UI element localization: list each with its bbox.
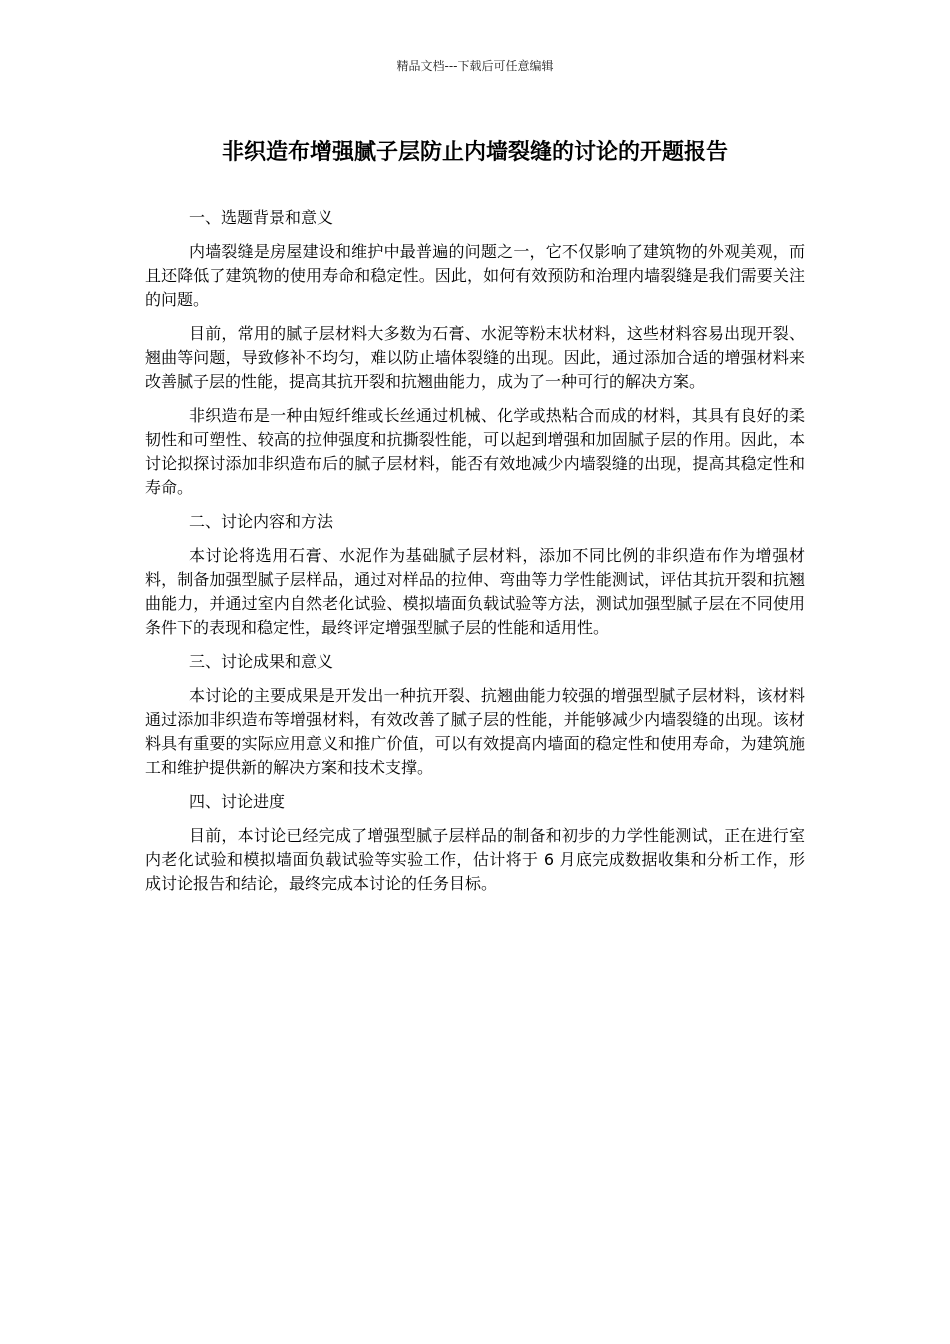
section-heading-progress: 四、讨论进度: [189, 792, 286, 811]
paragraph: 目前，常用的腻子层材料大多数为石膏、水泥等粉末状材料，这些材料容易出现开裂、翘曲等问题，导致修补不均匀，难以防止墙体裂缝的出现。因此，通过添加合适的增强材料来改善腻子层的性能，提高其抗开裂和抗翘曲能力，成为了一种可行的解决方案。: [145, 324, 805, 391]
paragraph: 本讨论的主要成果是开发出一种抗开裂、抗翘曲能力较强的增强型腻子层材料，该材料通过添加非织造布等增强材料，有效改善了腻子层的性能，并能够减少内墙裂缝的出现。该材料具有重要的实际应用意义和推广价值，可以有效提高内墙面的稳定性和使用寿命，为建筑施工和维护提供新的解决方案和技术支撑。: [145, 686, 805, 777]
paragraph: 目前，本讨论已经完成了增强型腻子层样品的制备和初步的力学性能测试，正在进行室内老化试验和模拟墙面负载试验等实验工作，估计将于 6 月底完成数据收集和分析工作，形成讨论报告和结论，最终完成本讨论的任务目标。: [145, 826, 805, 893]
document-body: [145, 206, 805, 906]
section-heading-results: 三、讨论成果和意义: [189, 652, 334, 671]
paragraph: 内墙裂缝是房屋建设和维护中最普遍的问题之一，它不仅影响了建筑物的外观美观，而且还降低了建筑物的使用寿命和稳定性。因此，如何有效预防和治理内墙裂缝是我们需要关注的问题。: [145, 242, 805, 309]
paragraph: 非织造布是一种由短纤维或长丝通过机械、化学或热粘合而成的材料，其具有良好的柔韧性和可塑性、较高的拉伸强度和抗撕裂性能，可以起到增强和加固腻子层的作用。因此，本讨论拟探讨添加非织造布后的腻子层材料，能否有效地减少内墙裂缝的出现，提高其稳定性和寿命。: [145, 406, 805, 497]
header-note: 精品文档---下载后可任意编辑: [396, 59, 554, 73]
section-heading-background: 一、选题背景和意义: [189, 208, 334, 227]
document-title: 非织造布增强腻子层防止内墙裂缝的讨论的开题报告: [221, 140, 728, 165]
paragraph: 本讨论将选用石膏、水泥作为基础腻子层材料，添加不同比例的非织造布作为增强材料，制备加强型腻子层样品，通过对样品的拉伸、弯曲等力学性能测试，评估其抗开裂和抗翘曲能力，并通过室内自然老化试验、模拟墙面负载试验等方法，测试加强型腻子层在不同使用条件下的表现和稳定性，最终评定增强型腻子层的性能和适用性。: [145, 546, 805, 637]
section-heading-content-method: 二、讨论内容和方法: [189, 512, 334, 531]
